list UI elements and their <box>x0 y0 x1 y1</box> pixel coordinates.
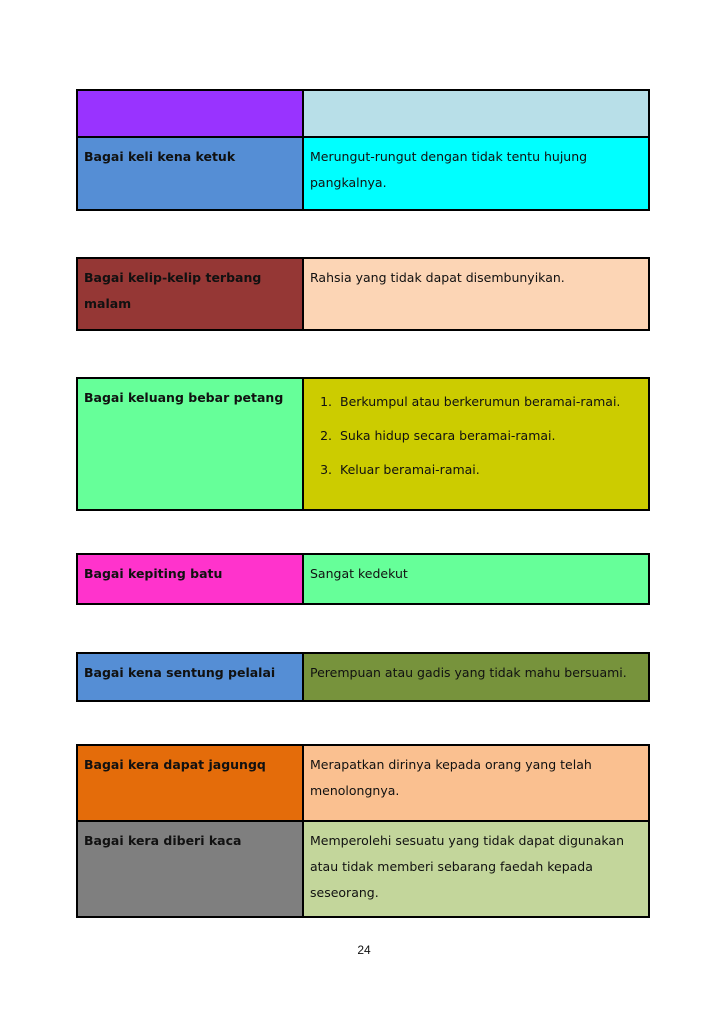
proverb-term: Bagai kelip-kelip terbang malam <box>78 259 304 329</box>
proverb-term: Bagai kepiting batu <box>78 555 304 603</box>
header-left-cell <box>78 91 304 136</box>
proverb-term: Bagai keluang bebar petang <box>78 379 304 509</box>
proverb-table-3 <box>76 377 650 511</box>
proverb-table-4 <box>76 553 650 605</box>
meaning-list <box>310 389 642 483</box>
proverb-table-5 <box>76 652 650 702</box>
proverb-meaning: Perempuan atau gadis yang tidak mahu bersuami. <box>304 654 648 700</box>
proverb-table-1 <box>76 89 650 211</box>
header-right-cell <box>304 91 648 136</box>
proverb-term: Bagai keli kena ketuk <box>78 136 304 209</box>
proverb-term: Bagai kera diberi kaca <box>78 820 304 916</box>
proverb-meaning: Sangat kedekut <box>304 555 648 603</box>
proverb-table-6 <box>76 744 650 918</box>
proverb-meaning: Merungut-rungut dengan tidak tentu hujung pangkalnya. <box>304 136 648 209</box>
proverb-meaning: Merapatkan dirinya kepada orang yang telah menolongnya. <box>304 746 648 820</box>
proverb-table-2 <box>76 257 650 331</box>
meaning-list-item: 3. Keluar beramai-ramai. <box>336 457 642 483</box>
proverb-meaning: Memperolehi sesuatu yang tidak dapat digunakan atau tidak memberi sebarang faedah kepada seseorang. <box>304 820 648 916</box>
page-number: 24 <box>357 943 371 957</box>
proverb-meaning-list-cell <box>304 379 648 509</box>
proverb-meaning: Rahsia yang tidak dapat disembunyikan. <box>304 259 648 329</box>
proverb-term: Bagai kena sentung pelalai <box>78 654 304 700</box>
proverb-term: Bagai kera dapat jagungq <box>78 746 304 820</box>
meaning-list-item: 1. Berkumpul atau berkerumun beramai-ramai. <box>336 389 642 415</box>
meaning-list-item: 2. Suka hidup secara beramai-ramai. <box>336 423 642 449</box>
